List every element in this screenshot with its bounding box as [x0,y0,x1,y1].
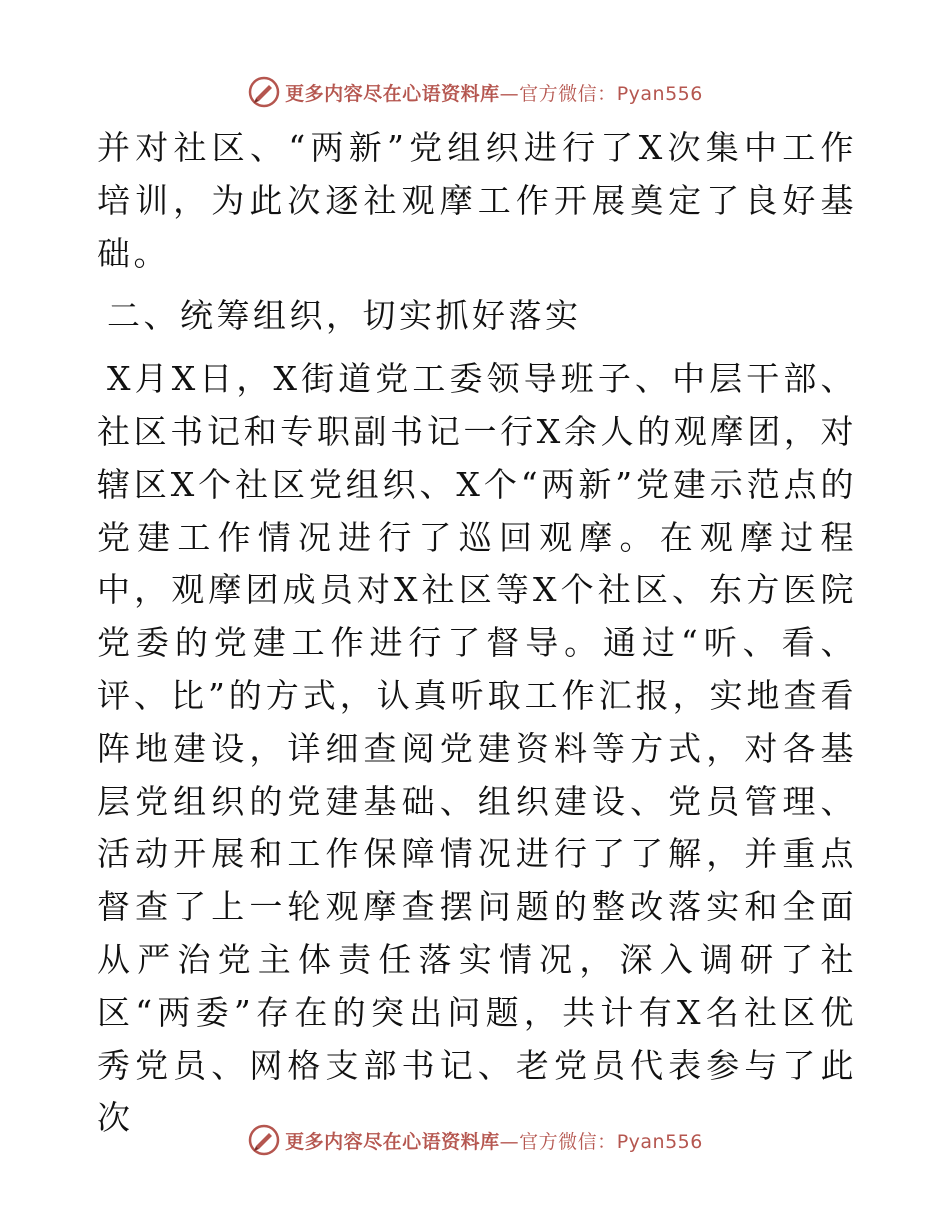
pen-logo-icon [247,75,281,109]
watermark-text: 更多内容尽在心语资料库—官方微信：Pyan556 [285,82,703,105]
section-heading: 二、统筹组织，切实抓好落实 [107,296,582,336]
header-watermark [0,72,950,112]
pen-logo-icon [247,1123,281,1157]
document-body [97,122,857,1145]
footer-watermark [0,1120,950,1160]
paragraph-2: X月X日，X街道党工委领导班子、中层干部、社区书记和专职副书记一行X余人的观摩团，对辖区X个社区党组织、X个“两新”党建示范点的党建工作情况进行了巡回观摩。在观摩过程中，观摩团成员对X社区等X个社区、东方医院党委的党建工作进行了督导。通过“听、看、评、比”的方式，认真听取工作汇报，实地查看阵地建设，详细查阅党建资料等方式，对各基层党组织的党建基础、组织建设、党员管理、活动开展和工作保障情况进行了了解，并重点督查了上一轮观摩查摆问题的整改落实和全面从严治党主体责任落实情况，深入调研了社区“两委”存在的突出问题，共计有X名社区优秀党员、网格支部书记、老党员代表参与了此次 [97,359,857,1138]
paragraph-1: 并对社区、“两新”党组织进行了X次集中工作培训，为此次逐社观摩工作开展奠定了良好基础。 [97,128,857,273]
watermark-text: 更多内容尽在心语资料库—官方微信：Pyan556 [285,1130,703,1153]
